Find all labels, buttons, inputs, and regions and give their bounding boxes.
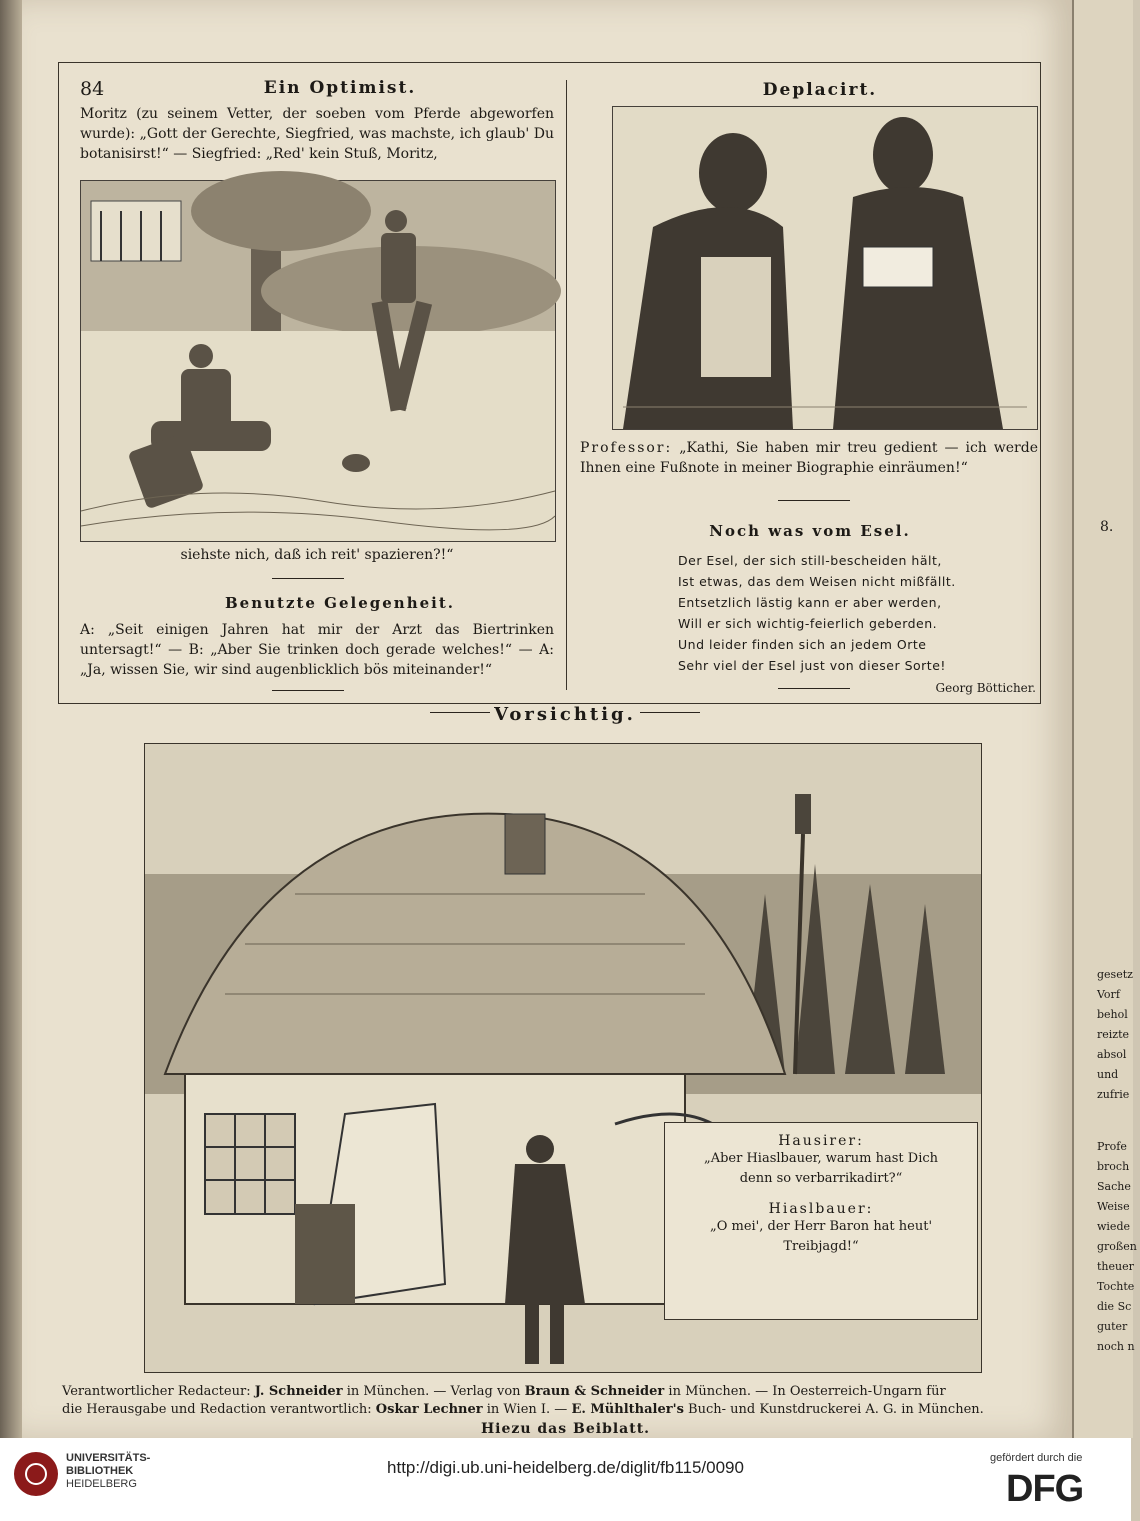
library-name-line: HEIDELBERG xyxy=(66,1478,137,1490)
library-name-line: UNIVERSITÄTS- xyxy=(66,1452,151,1464)
page-number: 84 xyxy=(80,78,105,100)
dfg-logo[interactable]: DFG xyxy=(1006,1468,1084,1510)
imprint-text: Verantwortlicher Redacteur: xyxy=(62,1384,251,1399)
column-divider xyxy=(566,80,567,690)
hiaslbauer-line: „O mei', der Herr Baron hat heut' Treibjagd!“ xyxy=(709,1219,933,1254)
section-rule xyxy=(778,688,850,689)
esel-title: Noch was vom Esel. xyxy=(709,522,911,540)
adjacent-fragment: guter xyxy=(1097,1320,1128,1333)
viewer-bottom-bar xyxy=(0,1438,1131,1521)
benutzte-text: A: „Seit einigen Jahren hat mir der Arzt das Biertrinken untersagt!“ — B: „Aber Sie trinken doch gerade welches!“ — A: „Ja, wissen Sie, wir sind augenblicklich bös miteinander!“ xyxy=(80,622,554,678)
section-rule xyxy=(778,500,850,501)
adjacent-page-edge xyxy=(1072,0,1137,1438)
imprint-text: Buch- und Kunstdruckerei A. G. in München. xyxy=(688,1402,984,1417)
poem-line: Sehr viel der Esel just von dieser Sorte! xyxy=(678,658,946,673)
library-name-line: BIBLIOTHEK xyxy=(66,1465,134,1477)
adjacent-fragment: broch xyxy=(1097,1160,1130,1173)
university-seal-icon xyxy=(14,1452,58,1496)
ornament-right xyxy=(640,712,700,713)
adjacent-fragment: gesetz xyxy=(1097,968,1133,981)
section-rule xyxy=(272,578,344,579)
optimist-text: Moritz (zu seinem Vetter, der soeben vom Pferde abgeworfen wurde): „Gott der Gerechte, Siegfried, was machste, ich glaub' Du botanisirst!“ — Siegfried: „Red' kein Stuß, Moritz, xyxy=(80,106,554,162)
vorsichtig-title: Vorsichtig. xyxy=(494,704,636,725)
adjacent-fragment: Vorf xyxy=(1097,988,1120,1001)
beiblatt-note: Hiezu das Beiblatt. xyxy=(480,1421,651,1437)
library-name xyxy=(66,1452,150,1491)
imprint-printer: E. Mühlthaler's xyxy=(571,1402,684,1417)
deplacirt-quote: „Kathi, Sie haben mir treu gedient — ich werde Ihnen eine Fußnote in meiner Biographie einräumen!“ xyxy=(580,440,1038,476)
adjacent-fragment: absol xyxy=(1097,1048,1127,1061)
vorsichtig-dialogue-box xyxy=(664,1122,978,1320)
poem-line: Entsetzlich lästig kann er aber werden, xyxy=(678,595,942,610)
imprint-text: in Wien I. — xyxy=(486,1402,568,1417)
optimist-title: Ein Optimist. xyxy=(263,78,417,98)
optimist-illustration xyxy=(80,180,556,542)
adjacent-fragment: großen xyxy=(1097,1240,1137,1253)
imprint-text: die Herausgabe und Redaction verantwortlich: xyxy=(62,1402,372,1417)
imprint-austria-editor: Oskar Lechner xyxy=(375,1402,483,1417)
speaker-hiaslbauer: Hiaslbauer: xyxy=(768,1201,874,1217)
adjacent-fragment: Weise xyxy=(1097,1200,1130,1213)
imprint-editor: J. Schneider xyxy=(254,1384,343,1399)
poem-line: Und leider finden sich an jedem Orte xyxy=(678,637,927,652)
adjacent-fragment: zufrie xyxy=(1097,1088,1130,1101)
poem-line: Will er sich wichtig-feierlich geberden. xyxy=(678,616,938,631)
adjacent-fragment: Profe xyxy=(1097,1140,1127,1153)
adjacent-fragment: theuer xyxy=(1097,1260,1134,1273)
adjacent-fragment: behol xyxy=(1097,1008,1128,1021)
deplacirt-illustration xyxy=(612,106,1038,430)
book-spine xyxy=(0,0,22,1438)
adjacent-fragment: und xyxy=(1097,1068,1119,1081)
funding-caption: gefördert durch die xyxy=(990,1452,1083,1464)
adjacent-fragment: die Sc xyxy=(1097,1300,1132,1313)
adjacent-fragment: Sache xyxy=(1097,1180,1131,1193)
deplacirt-text xyxy=(580,438,1038,478)
esel-poem xyxy=(678,550,956,676)
imprint-text: in München. — In Oesterreich-Ungarn für xyxy=(668,1384,946,1399)
adjacent-fragment: reizte xyxy=(1097,1028,1130,1041)
deplacirt-title: Deplacirt. xyxy=(762,80,878,100)
imprint-text: in München. — Verlag von xyxy=(346,1384,521,1399)
permalink-url[interactable]: http://digi.ub.uni-heidelberg.de/diglit/fb115/0090 xyxy=(387,1458,744,1477)
section-rule xyxy=(272,690,344,691)
speaker-hausirer: Hausirer: xyxy=(778,1133,864,1149)
adjacent-fragment: noch n xyxy=(1097,1340,1135,1353)
adjacent-fragment: Tochte xyxy=(1097,1280,1135,1293)
optimist-punchline: siehste nich, daß ich reit' spazieren?!“ xyxy=(180,547,454,563)
imprint-line-2 xyxy=(62,1401,1047,1419)
benutzte-title: Benutzte Gelegenheit. xyxy=(224,594,455,612)
hausirer-line: „Aber Hiaslbauer, warum hast Dich denn so verbarrikadirt?“ xyxy=(703,1151,939,1186)
deplacirt-speaker: Professor: xyxy=(580,440,673,456)
library-logo[interactable] xyxy=(14,1452,154,1502)
adjacent-fragment: wiede xyxy=(1097,1220,1130,1233)
imprint-publisher: Braun & Schneider xyxy=(524,1384,665,1399)
imprint-footer xyxy=(62,1383,1047,1419)
poem-line: Der Esel, der sich still-bescheiden hält, xyxy=(678,553,942,568)
poem-line: Ist etwas, das dem Weisen nicht mißfällt. xyxy=(678,574,956,589)
imprint-line-1 xyxy=(62,1383,1047,1401)
adjacent-page-number: 8. xyxy=(1100,519,1114,535)
esel-author: Georg Bötticher. xyxy=(935,681,1036,695)
